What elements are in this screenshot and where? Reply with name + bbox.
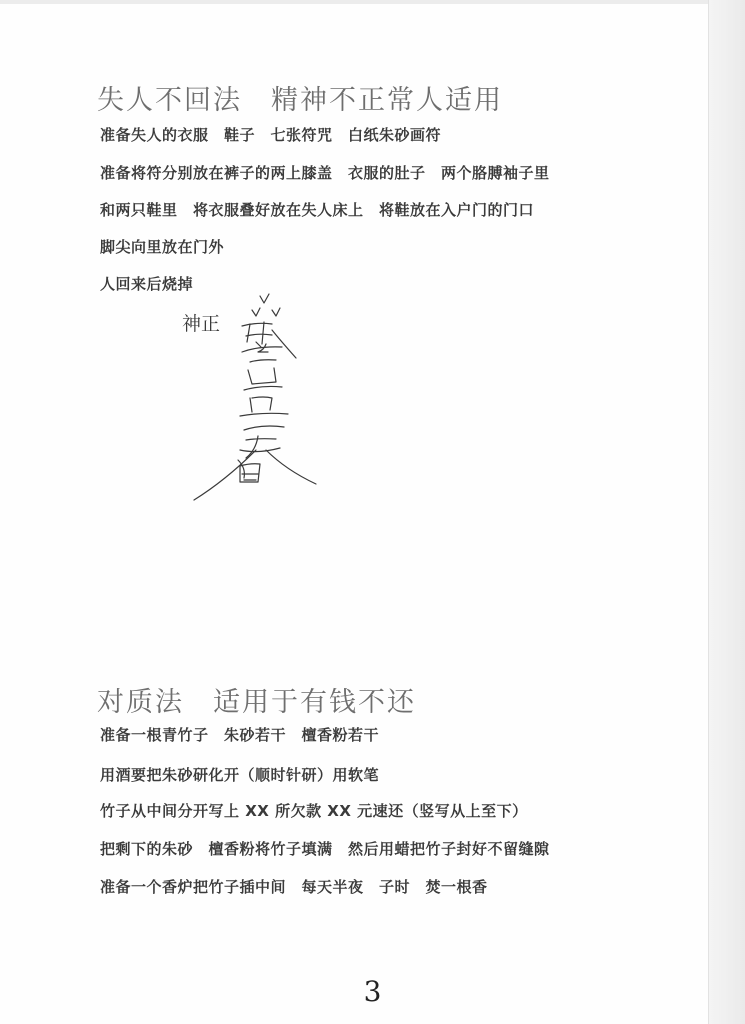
section1-title: 失人不回法 精神不正常人适用 <box>97 85 503 116</box>
section2-line-2: 用酒要把朱砂研化开（顺时针研）用软笔 <box>100 766 380 784</box>
section2-line-1: 准备一根青竹子 朱砂若干 檀香粉若干 <box>100 726 380 744</box>
section2-line-5: 准备一个香炉把竹子插中间 每天半夜 子时 焚一根香 <box>100 878 488 896</box>
scan-edge-top <box>0 0 745 4</box>
scan-edge-right <box>708 0 745 1024</box>
section2-line-4: 把剩下的朱砂 檀香粉将竹子填满 然后用蜡把竹子封好不留缝隙 <box>100 840 550 858</box>
talisman-label: 神正 <box>182 313 221 335</box>
section2-line-3: 竹子从中间分开写上 XX 所欠款 XX 元速还（竖写从上至下） <box>100 802 528 820</box>
section2-title: 对质法 适用于有钱不还 <box>97 687 416 718</box>
section1-line-3: 和两只鞋里 将衣服叠好放在失人床上 将鞋放在入户门的门口 <box>100 201 535 219</box>
section1-line-4: 脚尖向里放在门外 <box>100 238 225 256</box>
section1-line-5: 人回来后烧掉 <box>100 275 194 293</box>
talisman-drawing <box>180 290 330 505</box>
section1-line-1: 准备失人的衣服 鞋子 七张符咒 白纸朱砂画符 <box>100 126 442 144</box>
page-number: 3 <box>363 975 382 1008</box>
section1-line-2: 准备将符分别放在裤子的两上膝盖 衣服的肚子 两个胳膊袖子里 <box>100 164 550 182</box>
